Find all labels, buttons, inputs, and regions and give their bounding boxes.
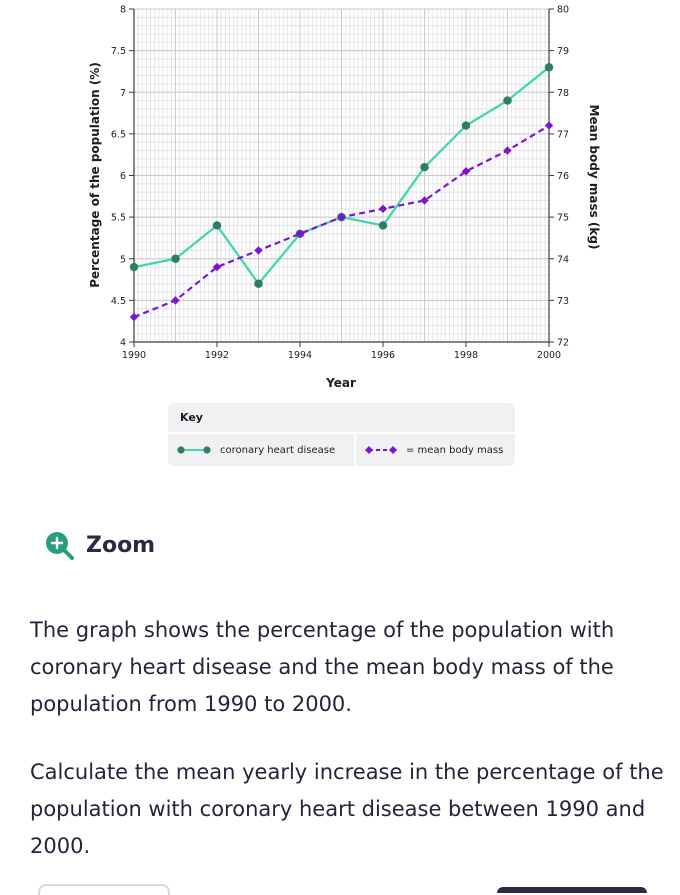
zoom-label: Zoom — [86, 532, 156, 558]
data-point-coronary-heart-disease — [462, 121, 470, 129]
y-axis-left-title: Percentage of the population (%) — [88, 62, 102, 288]
data-point-mean-body-mass — [254, 246, 262, 254]
chart-grid — [134, 9, 549, 342]
key-title: Key — [180, 411, 203, 424]
data-point-coronary-heart-disease — [420, 163, 428, 171]
x-tick-label: 1990 — [121, 350, 147, 361]
key-divider-vertical — [354, 434, 356, 466]
key-entry-label: = mean body mass — [406, 444, 504, 456]
data-point-coronary-heart-disease — [130, 263, 138, 271]
x-tick-label: 1994 — [287, 350, 313, 361]
y-tick-label-right: 79 — [557, 46, 570, 58]
y-tick-label-left: 6 — [119, 171, 126, 182]
key-entry-label: coronary heart disease — [220, 444, 336, 456]
y-tick-label-right: 77 — [557, 129, 570, 141]
y-tick-label-right: 74 — [557, 254, 570, 266]
y-tick-label-right: 75 — [557, 212, 570, 224]
dashed-line-diamond-marker-icon — [364, 445, 398, 455]
question-prompt-text: Calculate the mean yearly increase in the percentage of the population with coronary heart disease between 1990 and 2000. — [30, 760, 664, 858]
key-entry-coronary-heart-disease — [176, 434, 335, 466]
zoom-button[interactable] — [44, 530, 155, 560]
data-point-coronary-heart-disease — [379, 221, 387, 229]
y-tick-label-left: 7 — [119, 87, 126, 99]
x-axis-title: Year — [326, 376, 356, 390]
zoom-in-icon — [44, 530, 74, 560]
x-tick-label: 1992 — [204, 350, 230, 361]
data-point-mean-body-mass — [503, 146, 511, 154]
x-tick-label: 1996 — [370, 350, 396, 361]
y-tick-label-left: 5.5 — [110, 212, 126, 224]
data-point-coronary-heart-disease — [171, 255, 179, 263]
y-tick-label-left: 4 — [119, 337, 126, 349]
data-point-mean-body-mass — [171, 296, 179, 304]
solid-line-circle-marker-icon — [176, 445, 212, 455]
dual-axis-line-chart — [0, 0, 680, 395]
data-point-mean-body-mass — [379, 205, 387, 213]
y-tick-label-right: 76 — [557, 171, 570, 182]
x-tick-label: 2000 — [536, 350, 562, 361]
data-point-coronary-heart-disease — [503, 96, 511, 104]
y-axis-right-title: Mean body mass (kg) — [587, 104, 601, 250]
y-tick-label-left: 7.5 — [110, 46, 126, 58]
data-point-mean-body-mass — [545, 121, 553, 129]
data-point-coronary-heart-disease — [213, 221, 221, 229]
y-tick-label-right: 80 — [557, 4, 570, 16]
y-tick-label-right: 78 — [557, 87, 570, 99]
y-tick-label-left: 6.5 — [110, 129, 126, 141]
question-context-text: The graph shows the percentage of the population with coronary heart disease and the mean body mass of the population from 1990 to 2000. — [30, 618, 615, 716]
submit-button[interactable] — [497, 887, 647, 893]
chart-key — [168, 403, 515, 466]
y-tick-label-left: 4.5 — [110, 295, 126, 307]
answer-input-field[interactable] — [38, 884, 170, 895]
x-tick-label: 1998 — [453, 350, 479, 361]
y-tick-label-right: 73 — [557, 295, 570, 307]
data-point-coronary-heart-disease — [254, 280, 262, 288]
y-tick-label-left: 5 — [119, 254, 126, 266]
y-tick-label-left: 8 — [119, 4, 126, 16]
data-point-mean-body-mass — [130, 313, 138, 321]
data-point-coronary-heart-disease — [545, 63, 553, 71]
key-entry-mean-body-mass — [364, 434, 503, 466]
y-tick-label-right: 72 — [557, 337, 570, 349]
